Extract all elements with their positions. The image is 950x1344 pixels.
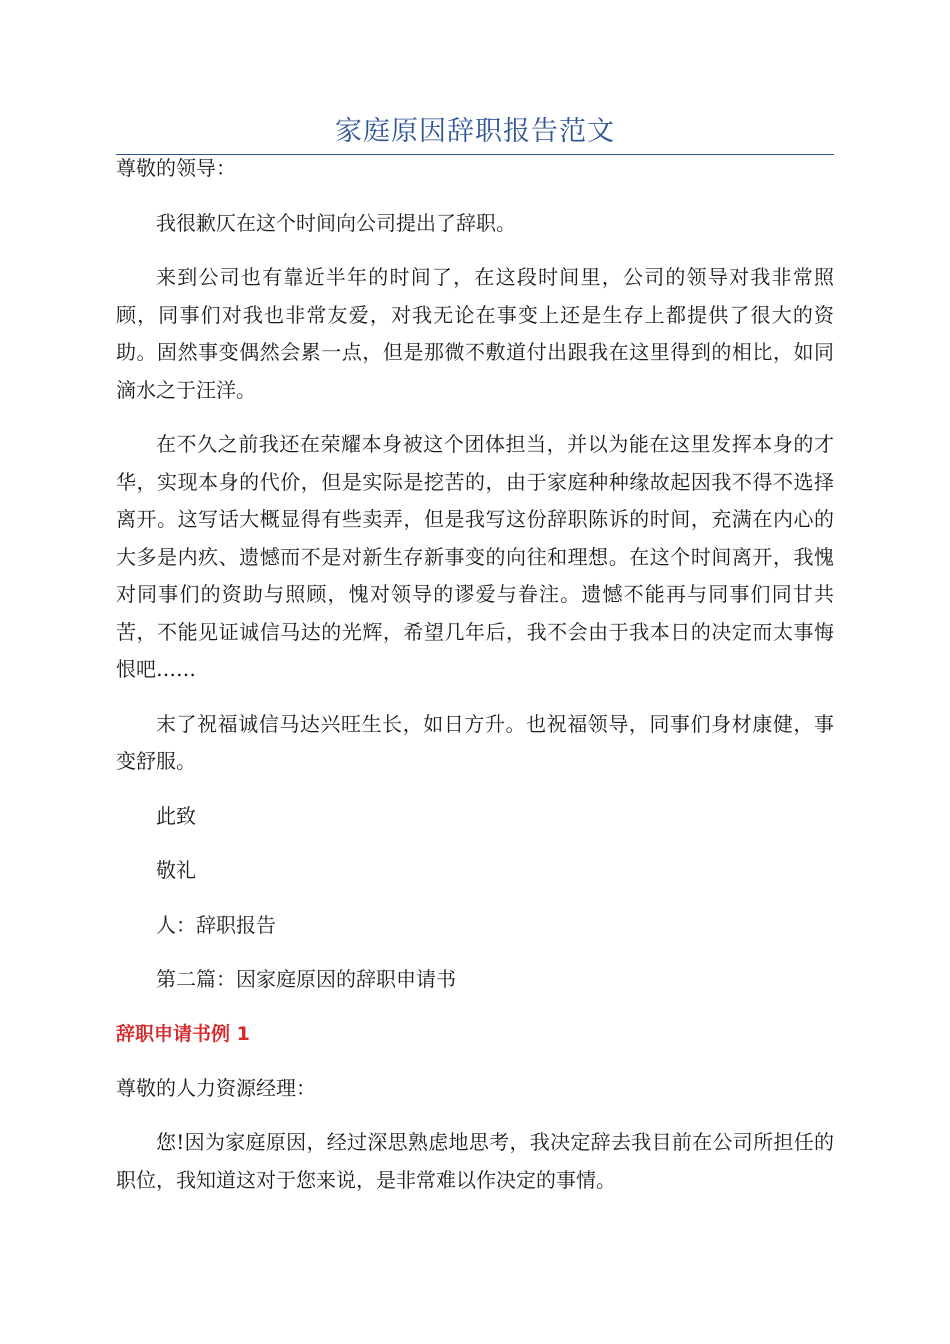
document-title: 家庭原因辞职报告范文	[335, 116, 615, 147]
example-salutation: 尊敬的人力资源经理：	[116, 1075, 316, 1100]
paragraph-3: 在不久之前我还在荣耀本身被这个团体担当，并以为能在这里发挥本身的才华，实现本身的代价，但是实际是挖苦的，由于家庭种种缘故起因我不得不选择离开。这写话大概显得有些卖弄，但是我写这份辞职陈诉的时间，充满在内心的大多是内疚、遗憾而不是对新生存新事变的向往和理想。在这个时间离开，我愧对同事们的资助与照顾，愧对领导的谬爱与眷注。遗憾不能再与同事们同甘共苦，不能见证诚信马达的光辉，希望几年后，我不会由于我本日的决定而太事悔恨吧……	[116, 432, 834, 681]
example-paragraph: 您!因为家庭原因，经过深思熟虑地思考，我决定辞去我目前在公司所担任的职位，我知道这对于您来说，是非常难以作决定的事情。	[116, 1130, 834, 1192]
example-heading: 辞职申请书例 1	[116, 1022, 250, 1045]
signature-line: 人：辞职报告	[156, 912, 276, 937]
section-two-title: 第二篇：因家庭原因的辞职申请书	[156, 967, 456, 991]
paragraph-2: 来到公司也有靠近半年的时间了，在这段时间里，公司的领导对我非常照顾，同事们对我也非常友爱，对我无论在事变上还是生存上都提供了很大的资助。固然事变偶然会累一点，但是那微不敷道付出跟我在这里得到的相比，如同滴水之于汪洋。	[116, 265, 834, 402]
paragraph-1: 我很歉仄在这个时间向公司提出了辞职。	[156, 210, 516, 235]
paragraph-4: 末了祝福诚信马达兴旺生长，如日方升。也祝福领导，同事们身材康健，事变舒服。	[116, 711, 834, 773]
closing-line-1: 此致	[156, 803, 196, 828]
salutation: 尊敬的领导：	[116, 156, 236, 180]
closing-line-2: 敬礼	[156, 858, 196, 882]
document-body	[116, 150, 834, 1199]
